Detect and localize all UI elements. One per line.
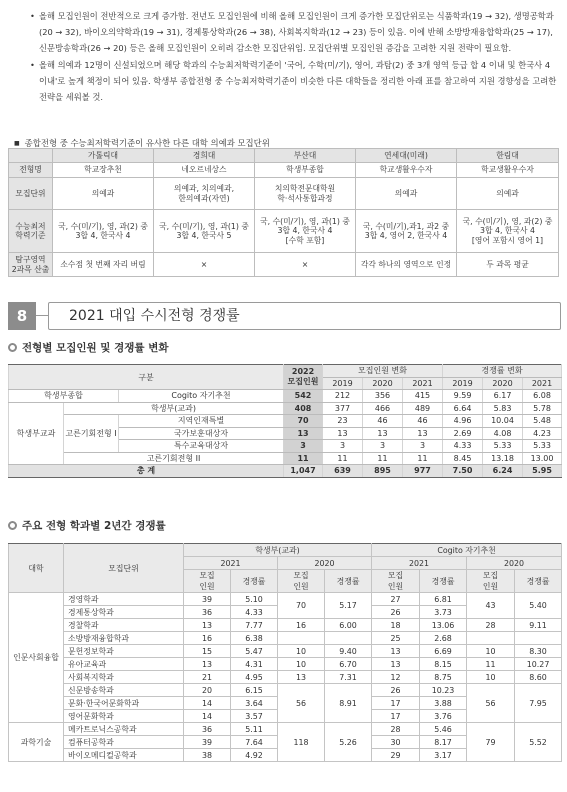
dept-name: 경제통상학과 — [64, 606, 184, 619]
cell: 212 — [323, 390, 363, 403]
row-label: 탐구영역 2과목 산출 — [9, 253, 53, 277]
cell: 의예과 — [53, 178, 154, 210]
cell: 9.40 — [325, 645, 372, 658]
cell: 2.68 — [420, 632, 467, 645]
ring-bullet-icon — [8, 343, 17, 352]
cell: × — [255, 253, 356, 277]
cell: 4.96 — [443, 415, 483, 428]
cell: 10.04 — [483, 415, 523, 428]
cell: 13.06 — [420, 619, 467, 632]
table-row — [9, 415, 562, 428]
cell: 16 — [278, 619, 325, 632]
cell: 25 — [372, 632, 420, 645]
cell: 6.69 — [420, 645, 467, 658]
row-label: 고른기회전형 II — [64, 452, 284, 465]
cell: 4.92 — [231, 749, 278, 762]
cell: 7.50 — [443, 465, 483, 478]
cell: 10 — [467, 645, 515, 658]
cell: 20 — [184, 684, 231, 697]
cell: 5.33 — [483, 440, 523, 453]
cell: 7.77 — [231, 619, 278, 632]
cell: 3.17 — [420, 749, 467, 762]
year-header: 2019 — [323, 377, 363, 390]
cell: 408 — [284, 402, 323, 415]
cell: 56 — [278, 684, 325, 723]
cell: 6.00 — [325, 619, 372, 632]
subgroup-label: 고른기회전형 I — [64, 415, 119, 453]
cell: 1,047 — [284, 465, 323, 478]
dept-name: 문화·한국어문화학과 — [64, 697, 184, 710]
year-header: 2020 — [467, 557, 562, 570]
cell: 6.70 — [325, 658, 372, 671]
competition-header: 경쟁률 — [231, 570, 278, 593]
cell: 5.52 — [515, 723, 562, 762]
competition-header: 경쟁률 — [420, 570, 467, 593]
cell: 학교생활우수자 — [457, 163, 559, 178]
cell: 5.17 — [325, 593, 372, 619]
table-row — [9, 632, 562, 645]
table-row — [9, 619, 562, 632]
cell: 3.88 — [420, 697, 467, 710]
compare-table — [8, 148, 559, 277]
row-label: 모집단위 — [9, 178, 53, 210]
table2-heading-text: 전형별 모집인원 및 경쟁률 변화 — [22, 342, 169, 354]
cell: 46 — [403, 415, 443, 428]
cell: 6.17 — [483, 390, 523, 403]
cell: 10 — [278, 658, 325, 671]
cell: 5.48 — [523, 415, 562, 428]
cell: 29 — [372, 749, 420, 762]
cell: 13 — [372, 645, 420, 658]
cell: 두 과목 평균 — [457, 253, 559, 277]
cell: 26 — [372, 606, 420, 619]
row-label: 지역인재특별 — [119, 415, 284, 428]
cell: 13 — [403, 427, 443, 440]
dept-name: 신문방송학과 — [64, 684, 184, 697]
university-header: 경희대 — [154, 149, 255, 163]
cell: 28 — [372, 723, 420, 736]
year-header: 2021 — [372, 557, 467, 570]
cell: 3 — [363, 440, 403, 453]
dept-name: 문헌정보학과 — [64, 645, 184, 658]
cell: 13.00 — [523, 452, 562, 465]
cell: 13 — [363, 427, 403, 440]
year-header: 2019 — [443, 377, 483, 390]
competition-header: 경쟁률 — [325, 570, 372, 593]
year-header: 2020 — [363, 377, 403, 390]
cell: 14 — [184, 697, 231, 710]
ring-bullet-icon — [8, 521, 17, 530]
section-banner — [8, 295, 561, 332]
year-header: 2021 — [184, 557, 278, 570]
cell: 38 — [184, 749, 231, 762]
bullet-text: • 올해 의예과 12명이 신설되었으며 해당 학과의 수능최저학력기준이 '국어, 수학(미/기), 영어, 과탐(2) 중 3개 영역 등급 합 4 이내 및 한국사 4 이내'로 높게 책정이 되어 있음. 학생부 종합전형 중 수능최저학력기준이 비슷한 다른 대학들을 정리한 아래 표를 참고하여 지원 경향성을 고려한 전략을 세워볼 것. — [30, 57, 558, 105]
table-row — [9, 390, 562, 403]
recruit-header: 모집 인원 — [278, 570, 325, 593]
cell: × — [154, 253, 255, 277]
cell: 4.33 — [443, 440, 483, 453]
cell: 11 — [284, 452, 323, 465]
competition-by-admission-table — [8, 364, 562, 478]
cell: 7.95 — [515, 684, 562, 723]
empty-cell — [278, 632, 325, 645]
cell: 6.81 — [420, 593, 467, 606]
cell: 5.46 — [420, 723, 467, 736]
cell: 70 — [284, 415, 323, 428]
col-category-header: 구분 — [9, 365, 284, 390]
section-title: 2021 대입 수시전형 경쟁률 — [48, 302, 561, 330]
cell: 5.78 — [523, 402, 562, 415]
university-header: 연세대(미래) — [356, 149, 457, 163]
cell: 3.57 — [231, 710, 278, 723]
compare-table-title: ■ 종합전형 중 수능최저학력기준이 유사한 다른 대학 의예과 모집단위 — [14, 137, 270, 149]
university-header: 한림대 — [457, 149, 559, 163]
dept-name: 사회복지학과 — [64, 671, 184, 684]
cell: 5.83 — [483, 402, 523, 415]
year-header: 2021 — [523, 377, 562, 390]
college-label: 과학기술 — [9, 723, 64, 762]
university-header: 가톨릭대 — [53, 149, 154, 163]
cell: 10 — [278, 645, 325, 658]
dept-name: 바이오메디컬공학과 — [64, 749, 184, 762]
cell: 4.95 — [231, 671, 278, 684]
recruit-header: 모집 인원 — [372, 570, 420, 593]
dept-name: 메카트로닉스공학과 — [64, 723, 184, 736]
cell: 11 — [323, 452, 363, 465]
row-label: Cogito 자기추천 — [119, 390, 284, 403]
year-header: 2020 — [278, 557, 372, 570]
cell: 36 — [184, 723, 231, 736]
cell: 7.31 — [325, 671, 372, 684]
table-row — [9, 452, 562, 465]
cell: 의예과, 치의예과, 한의예과(자연) — [154, 178, 255, 210]
table3-heading — [8, 518, 166, 533]
cell: 8.60 — [515, 671, 562, 684]
cell: 11 — [403, 452, 443, 465]
cell: 국, 수(미/기), 영, 과(1) 중 3합 4, 한국사 5 — [154, 210, 255, 253]
cell: 8.17 — [420, 736, 467, 749]
cell: 각각 하나의 영역으로 인정 — [356, 253, 457, 277]
cell: 70 — [278, 593, 325, 619]
cell: 10.23 — [420, 684, 467, 697]
cell: 5.33 — [523, 440, 562, 453]
row-label: 특수교육대상자 — [119, 440, 284, 453]
cell: 7.64 — [231, 736, 278, 749]
cell: 895 — [363, 465, 403, 478]
cell: 13 — [184, 619, 231, 632]
cell: 39 — [184, 736, 231, 749]
cell: 4.33 — [231, 606, 278, 619]
row-label: 국가보훈대상자 — [119, 427, 284, 440]
recruit-header: 모집 인원 — [467, 570, 515, 593]
cell: 23 — [323, 415, 363, 428]
dept-name: 경찰학과 — [64, 619, 184, 632]
cell: 6.08 — [523, 390, 562, 403]
col-2022-header: 2022 모집인원 — [284, 365, 323, 390]
cell: 5.40 — [515, 593, 562, 619]
cell: 8.75 — [420, 671, 467, 684]
cell: 36 — [184, 606, 231, 619]
col-competition-change-header: 경쟁률 변화 — [443, 365, 562, 378]
cell: 5.26 — [325, 723, 372, 762]
group-label: 학생부종합 — [9, 390, 119, 403]
cell: 8.15 — [420, 658, 467, 671]
college-label: 인문사회융합 — [9, 593, 64, 723]
cell: 639 — [323, 465, 363, 478]
empty-cell — [467, 632, 515, 645]
cell: 489 — [403, 402, 443, 415]
cell: 466 — [363, 402, 403, 415]
intro-bullets — [30, 8, 558, 105]
cell: 3 — [403, 440, 443, 453]
cell: 8.91 — [325, 684, 372, 723]
cell: 13.18 — [483, 452, 523, 465]
cell: 6.15 — [231, 684, 278, 697]
cell: 5.10 — [231, 593, 278, 606]
cell: 13 — [284, 427, 323, 440]
total-row — [9, 465, 562, 478]
cell: 국, 수(미/기), 영, 과(2) 중 3합 4, 한국사 4 [영어 포함시 영어 1] — [457, 210, 559, 253]
cell: 28 — [467, 619, 515, 632]
cell: 377 — [323, 402, 363, 415]
cell: 17 — [372, 710, 420, 723]
cell: 학생부종합 — [255, 163, 356, 178]
cell: 56 — [467, 684, 515, 723]
cell: 5.95 — [523, 465, 562, 478]
cell: 학교생활우수자 — [356, 163, 457, 178]
competition-by-department-table — [8, 543, 562, 762]
col-univ-header: 대학 — [9, 544, 64, 593]
cell: 8.45 — [443, 452, 483, 465]
cell: 3 — [284, 440, 323, 453]
empty-cell — [325, 632, 372, 645]
cell: 3.64 — [231, 697, 278, 710]
dept-name: 유아교육과 — [64, 658, 184, 671]
cell: 14 — [184, 710, 231, 723]
cell: 118 — [278, 723, 325, 762]
row-label: 수능최저 학력기준 — [9, 210, 53, 253]
cell: 4.08 — [483, 427, 523, 440]
empty-cell — [515, 632, 562, 645]
recruit-header: 모집 인원 — [184, 570, 231, 593]
table-row — [9, 593, 562, 606]
cell: 17 — [372, 697, 420, 710]
cell: 국, 수(미/기),과1, 과2 중 3합 4, 영어 2, 한국사 4 — [356, 210, 457, 253]
divider — [36, 315, 48, 316]
cell: 16 — [184, 632, 231, 645]
cell: 6.64 — [443, 402, 483, 415]
table-row — [9, 723, 562, 736]
cell: 27 — [372, 593, 420, 606]
cell: 학교장추천 — [53, 163, 154, 178]
cell: 3.73 — [420, 606, 467, 619]
cell: 12 — [372, 671, 420, 684]
table-row — [9, 645, 562, 658]
university-header: 부산대 — [255, 149, 356, 163]
cell: 9.11 — [515, 619, 562, 632]
cell: 3 — [323, 440, 363, 453]
cell: 977 — [403, 465, 443, 478]
cell: 10.27 — [515, 658, 562, 671]
cell: 15 — [184, 645, 231, 658]
competition-header: 경쟁률 — [515, 570, 562, 593]
cell: 네오르네상스 — [154, 163, 255, 178]
cell: 13 — [323, 427, 363, 440]
cell: 5.11 — [231, 723, 278, 736]
cell: 국, 수(미/기), 영, 과(1) 중 3합 4, 한국사 4 [수학 포함] — [255, 210, 356, 253]
cell: 30 — [372, 736, 420, 749]
cell: 11 — [467, 658, 515, 671]
row-label: 학생부(교과) — [64, 402, 284, 415]
group-header: 학생부(교과) — [184, 544, 372, 557]
cell: 11 — [363, 452, 403, 465]
cell: 13 — [372, 658, 420, 671]
cell: 8.30 — [515, 645, 562, 658]
cell: 79 — [467, 723, 515, 762]
group-header: Cogito 자기추천 — [372, 544, 562, 557]
cell: 6.38 — [231, 632, 278, 645]
table2-heading — [8, 340, 168, 355]
dept-name: 컴퓨터공학과 — [64, 736, 184, 749]
table-row — [9, 684, 562, 697]
cell: 46 — [363, 415, 403, 428]
cell: 4.31 — [231, 658, 278, 671]
cell: 21 — [184, 671, 231, 684]
table3-heading-text: 주요 전형 학과별 2년간 경쟁률 — [22, 520, 166, 532]
cell: 9.59 — [443, 390, 483, 403]
total-label: 총 계 — [9, 465, 284, 478]
cell: 의예과 — [356, 178, 457, 210]
table-row — [9, 402, 562, 415]
dept-name: 소방방재융합학과 — [64, 632, 184, 645]
cell: 356 — [363, 390, 403, 403]
cell: 국, 수(미/기), 영, 과(2) 중 3합 4, 한국사 4 — [53, 210, 154, 253]
cell: 18 — [372, 619, 420, 632]
cell: 6.24 — [483, 465, 523, 478]
dept-name: 영어문화학과 — [64, 710, 184, 723]
col-unit-header: 모집단위 — [64, 544, 184, 593]
cell: 10 — [467, 671, 515, 684]
cell: 4.23 — [523, 427, 562, 440]
bullet-text: • 올해 모집인원이 전반적으로 크게 증가함. 전년도 모집인원에 비해 올해 모집인원이 크게 증가한 모집단위로는 식품학과(19 → 32), 생명공학과(20 → 32), 바이오의약학과(19 → 31), 경제통상학과(26 → 38), 사회복지학과(12 → 23) 등이 있음. 이에 반해 소방방재융합학과(25 → 17), 신문방송학과(26 → 20) 등은 올해 모집인원이 오히려 감소한 모집단위임. 모집단위별 모집인원 증감을 고려한 지원 전략이 필요함. — [30, 8, 558, 56]
cell: 2.69 — [443, 427, 483, 440]
table-row — [9, 658, 562, 671]
cell: 3.76 — [420, 710, 467, 723]
group-label: 학생부교과 — [9, 402, 64, 465]
cell: 39 — [184, 593, 231, 606]
year-header: 2020 — [483, 377, 523, 390]
year-header: 2021 — [403, 377, 443, 390]
cell: 13 — [184, 658, 231, 671]
cell: 26 — [372, 684, 420, 697]
cell: 43 — [467, 593, 515, 619]
cell: 5.47 — [231, 645, 278, 658]
row-label: 전형명 — [9, 163, 53, 178]
cell: 의예과 — [457, 178, 559, 210]
cell: 415 — [403, 390, 443, 403]
cell: 치의학전문대학원 학·석사통합과정 — [255, 178, 356, 210]
cell: 소수점 첫 번째 자리 버림 — [53, 253, 154, 277]
table-row — [9, 671, 562, 684]
col-recruit-change-header: 모집인원 변화 — [323, 365, 443, 378]
cell: 542 — [284, 390, 323, 403]
cell: 13 — [278, 671, 325, 684]
dept-name: 경영학과 — [64, 593, 184, 606]
section-number: 8 — [8, 302, 36, 330]
